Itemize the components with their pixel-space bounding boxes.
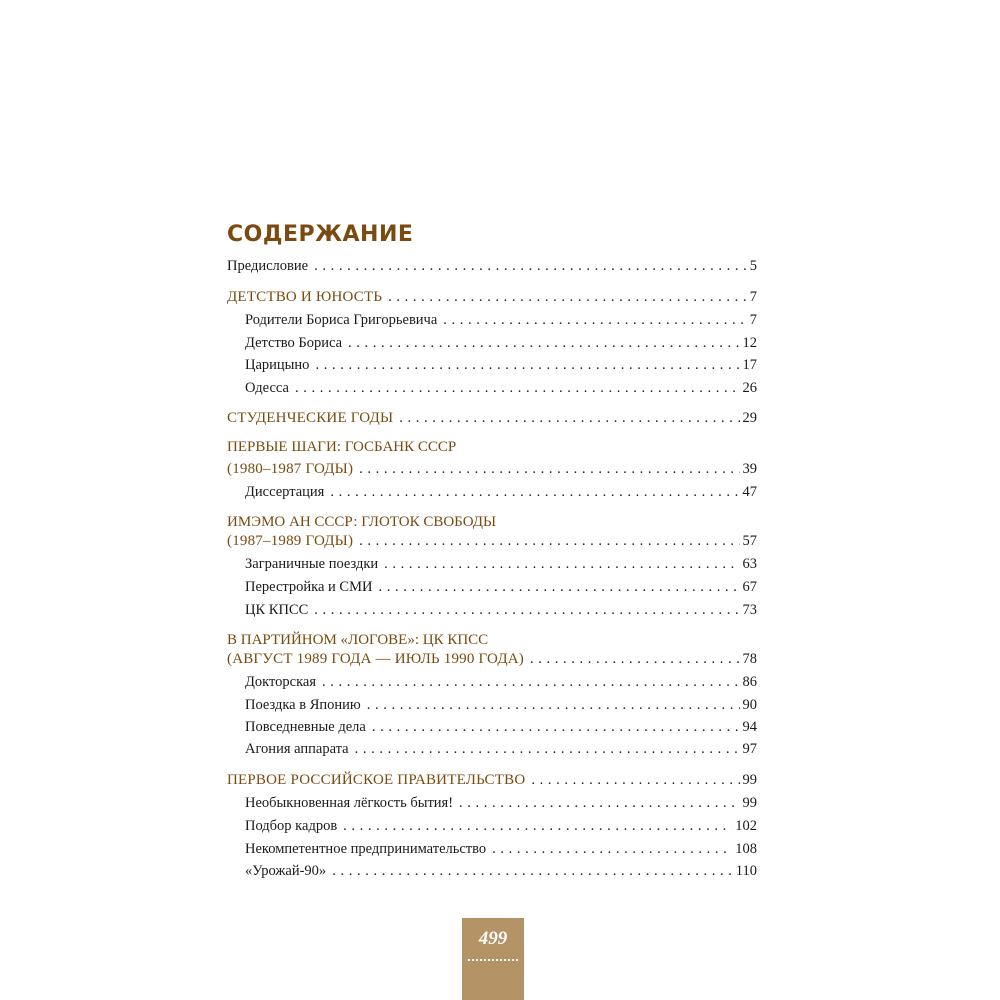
toc-entry-title: Некомпетентное предпринимательство [245, 841, 487, 857]
dot-leader [443, 311, 746, 329]
toc-entry [245, 794, 757, 812]
toc-section-title: ДЕТСТВО И ЮНОСТЬ [227, 289, 383, 305]
toc-entry-page: 17 [742, 357, 757, 373]
toc-entry-page: 110 [735, 863, 757, 879]
toc-entry-page: 7 [749, 312, 757, 328]
dot-leader [492, 840, 732, 858]
toc-entry [245, 601, 757, 619]
toc-entry [245, 555, 757, 573]
toc-section-title: (АВГУСТ 1989 ГОДА — ИЮЛЬ 1990 ГОДА) [227, 651, 524, 667]
toc-entry-page: 39 [742, 461, 757, 477]
toc-entry-title: Детство Бориса [245, 335, 343, 351]
toc-entry [245, 334, 757, 352]
toc-section-title-line1: В ПАРТИЙНОМ «ЛОГОВЕ»: ЦК КПСС [227, 632, 489, 648]
toc-entry [245, 840, 757, 858]
toc-section-title-line1: ПЕРВЫЕ ШАГИ: ГОСБАНК СССР [227, 439, 457, 455]
toc-entry-title: Диссертация [245, 484, 325, 500]
dot-leader [531, 771, 739, 789]
dot-leader [388, 288, 747, 306]
toc-entry-title: Поездка в Японию [245, 697, 361, 713]
toc-entry [245, 862, 757, 880]
dotted-divider [468, 959, 518, 961]
toc-entry [245, 483, 757, 501]
toc-entry-page: 78 [742, 651, 757, 667]
toc-section [227, 460, 757, 478]
dot-leader [459, 794, 739, 812]
dot-leader [332, 862, 733, 880]
toc-section-title: СТУДЕНЧЕСКИЕ ГОДЫ [227, 410, 394, 426]
toc-entry-title: Предисловие [227, 258, 309, 274]
dot-leader [314, 257, 747, 275]
toc-heading: СОДЕРЖАНИЕ [227, 222, 414, 247]
dot-leader [348, 334, 739, 352]
toc-entry-title: Докторская [245, 674, 317, 690]
toc-entry [245, 311, 757, 329]
dot-leader [384, 555, 739, 573]
toc-entry-title: Подбор кадров [245, 818, 338, 834]
dot-leader [399, 409, 739, 427]
toc-entry-page: 47 [742, 484, 757, 500]
page-number: 499 [478, 928, 508, 949]
toc-section [227, 771, 757, 789]
toc-entry [245, 696, 757, 714]
dot-leader [372, 718, 740, 736]
toc-entry-page: 99 [742, 772, 757, 788]
toc-entry-page: 99 [742, 795, 757, 811]
toc-entry-page: 57 [742, 533, 757, 549]
toc-entry-page: 5 [749, 258, 757, 274]
toc-entry [245, 356, 757, 374]
toc-section [227, 288, 757, 306]
toc-entry-page: 67 [742, 579, 757, 595]
toc-entry-page: 97 [742, 741, 757, 757]
dot-leader [322, 673, 739, 691]
toc-entry-title: «Урожай-90» [245, 863, 327, 879]
page-number-tab [462, 918, 524, 1000]
toc-entry [245, 740, 757, 758]
toc-entry-title: Царицыно [245, 357, 310, 373]
toc-entry [245, 817, 757, 835]
toc-section-title: (1987–1989 ГОДЫ) [227, 533, 354, 549]
toc-entry-title: Родители Бориса Григорьевича [245, 312, 438, 328]
toc-section-title: ПЕРВОЕ РОССИЙСКОЕ ПРАВИТЕЛЬСТВО [227, 772, 526, 788]
dot-leader [343, 817, 732, 835]
toc-entry-page: 26 [742, 380, 757, 396]
toc-entry-page: 29 [742, 410, 757, 426]
dot-leader [295, 379, 740, 397]
dot-leader [359, 532, 739, 550]
dot-leader [315, 356, 739, 374]
dot-leader [330, 483, 739, 501]
toc-entry-page: 12 [742, 335, 757, 351]
toc-entry-title: Необыкновенная лёгкость бытия! [245, 795, 454, 811]
toc-section [227, 409, 757, 427]
toc-entry-page: 63 [742, 556, 757, 572]
toc-section [227, 650, 757, 668]
toc-entry-title: Агония аппарата [245, 741, 349, 757]
toc-entry [245, 379, 757, 397]
toc-entry [245, 578, 757, 596]
toc-entry [245, 673, 757, 691]
toc-entry-title: Перестройка и СМИ [245, 579, 373, 595]
dot-leader [378, 578, 739, 596]
table-of-contents [227, 0, 757, 1000]
toc-entry-title: ЦК КПСС [245, 602, 309, 618]
toc-entry-page: 7 [749, 289, 757, 305]
toc-entry [245, 718, 757, 736]
toc-entry-page: 86 [742, 674, 757, 690]
toc-entry-page: 90 [742, 697, 757, 713]
toc-section [227, 532, 757, 550]
dot-leader [314, 601, 739, 619]
toc-entry-page: 102 [735, 818, 757, 834]
dot-leader [359, 460, 739, 478]
toc-entry-title: Заграничные поездки [245, 556, 379, 572]
toc-entry [227, 257, 757, 275]
toc-entry-title: Одесса [245, 380, 289, 396]
dot-leader [367, 696, 740, 714]
toc-entry-title: Повседневные дела [245, 719, 366, 735]
toc-section-title: (1980–1987 ГОДЫ) [227, 461, 354, 477]
dot-leader [355, 740, 740, 758]
toc-entry-page: 94 [742, 719, 757, 735]
toc-entry-page: 108 [735, 841, 757, 857]
toc-section-title-line1: ИМЭМО АН СССР: ГЛОТОК СВОБОДЫ [227, 514, 497, 530]
toc-entry-page: 73 [742, 602, 757, 618]
dot-leader [530, 650, 740, 668]
